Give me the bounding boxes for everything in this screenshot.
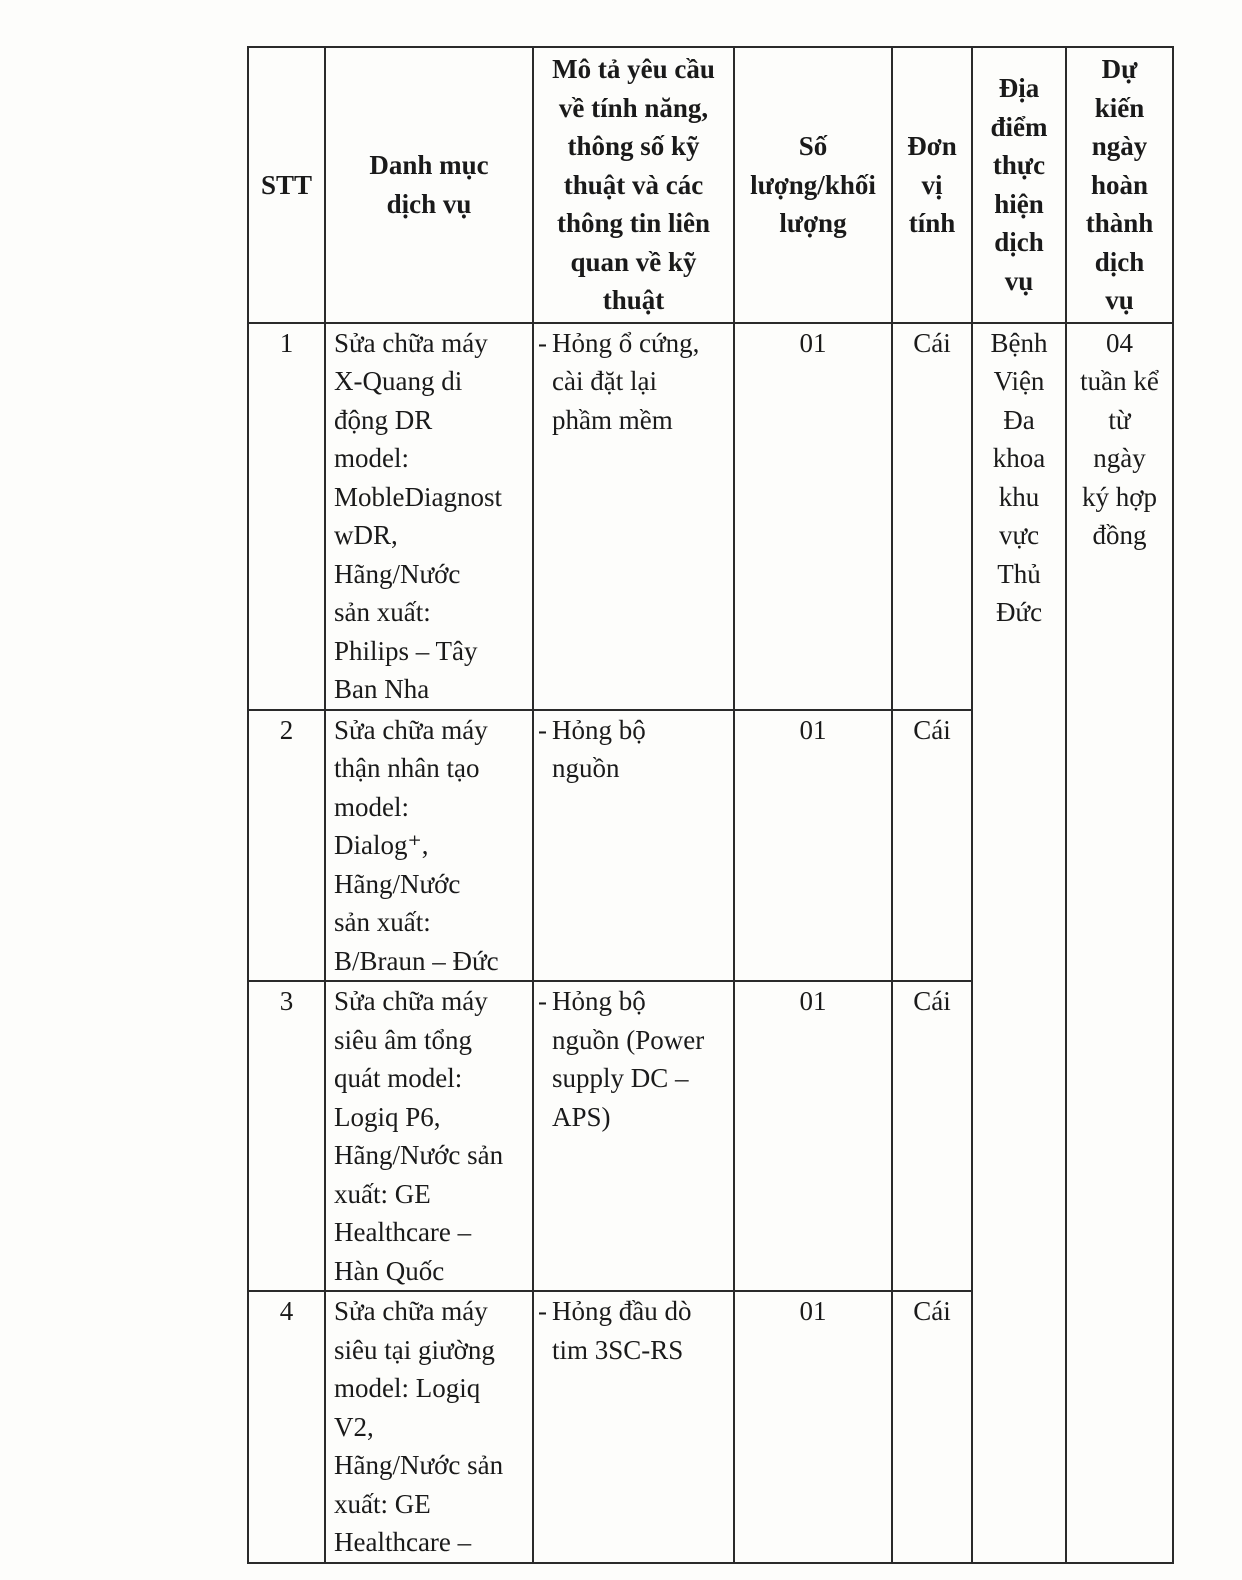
row-stt: 1 [248,323,325,710]
row-quantity: 01 [734,981,892,1291]
row-description-cell [533,323,734,710]
row-description: Hỏng ổ cứng, cài đặt lại phầm mềm [552,327,700,435]
completion-cell: 04 tuần kể từ ngày ký hợp đồng [1066,323,1173,1563]
row-quantity: 01 [734,710,892,982]
row-description: Hỏng đầu dò tim 3SC-RS [552,1296,692,1365]
row-description-cell [533,981,734,1291]
row-service: Sửa chữa máy X-Quang di động DR model: MobleDiagnost wDR, Hãng/Nước sản xuất: Philips – Tây Ban Nha [325,323,533,710]
header-completion: Dự kiến ngày hoàn thành dịch vụ [1066,47,1173,323]
row-description: Hỏng bộ nguồn [552,714,646,783]
header-unit: Đơn vị tính [892,47,972,323]
row-description-cell [533,710,734,982]
row-quantity: 01 [734,323,892,710]
row-description-dash: - [538,1296,547,1326]
row-description-dash: - [538,986,547,1016]
location-cell: Bệnh Viện Đa khoa khu vực Thủ Đức [972,323,1066,1563]
row-stt: 4 [248,1291,325,1563]
row-stt: 3 [248,981,325,1291]
row-stt: 2 [248,710,325,982]
row-quantity: 01 [734,1291,892,1563]
row-description: Hỏng bộ nguồn (Power supply DC – APS) [552,986,705,1132]
header-stt: STT [248,47,325,323]
row-unit: Cái [892,981,972,1291]
row-description-cell [533,1291,734,1563]
row-service: Sửa chữa máy siêu âm tổng quát model: Logiq P6, Hãng/Nước sản xuất: GE Healthcare – Hàn Quốc [325,981,533,1291]
row-unit: Cái [892,710,972,982]
header-description: Mô tả yêu cầu về tính năng, thông số kỹ thuật và các thông tin liên quan về kỹ thuật [533,47,734,323]
service-table [247,46,1174,1564]
header-location: Địa điểm thực hiện dịch vụ [972,47,1066,323]
header-service: Danh mục dịch vụ [325,47,533,323]
row-service: Sửa chữa máy siêu tại giường model: Logiq V2, Hãng/Nước sản xuất: GE Healthcare – [325,1291,533,1563]
header-row [248,47,1173,323]
header-quantity: Số lượng/khối lượng [734,47,892,323]
row-description-dash: - [538,327,547,358]
table-row [248,323,1173,710]
row-unit: Cái [892,1291,972,1563]
row-description-dash: - [538,714,547,745]
row-service: Sửa chữa máy thận nhân tạo model: Dialog⁺, Hãng/Nước sản xuất: B/Braun – Đức [325,710,533,982]
row-unit: Cái [892,323,972,710]
